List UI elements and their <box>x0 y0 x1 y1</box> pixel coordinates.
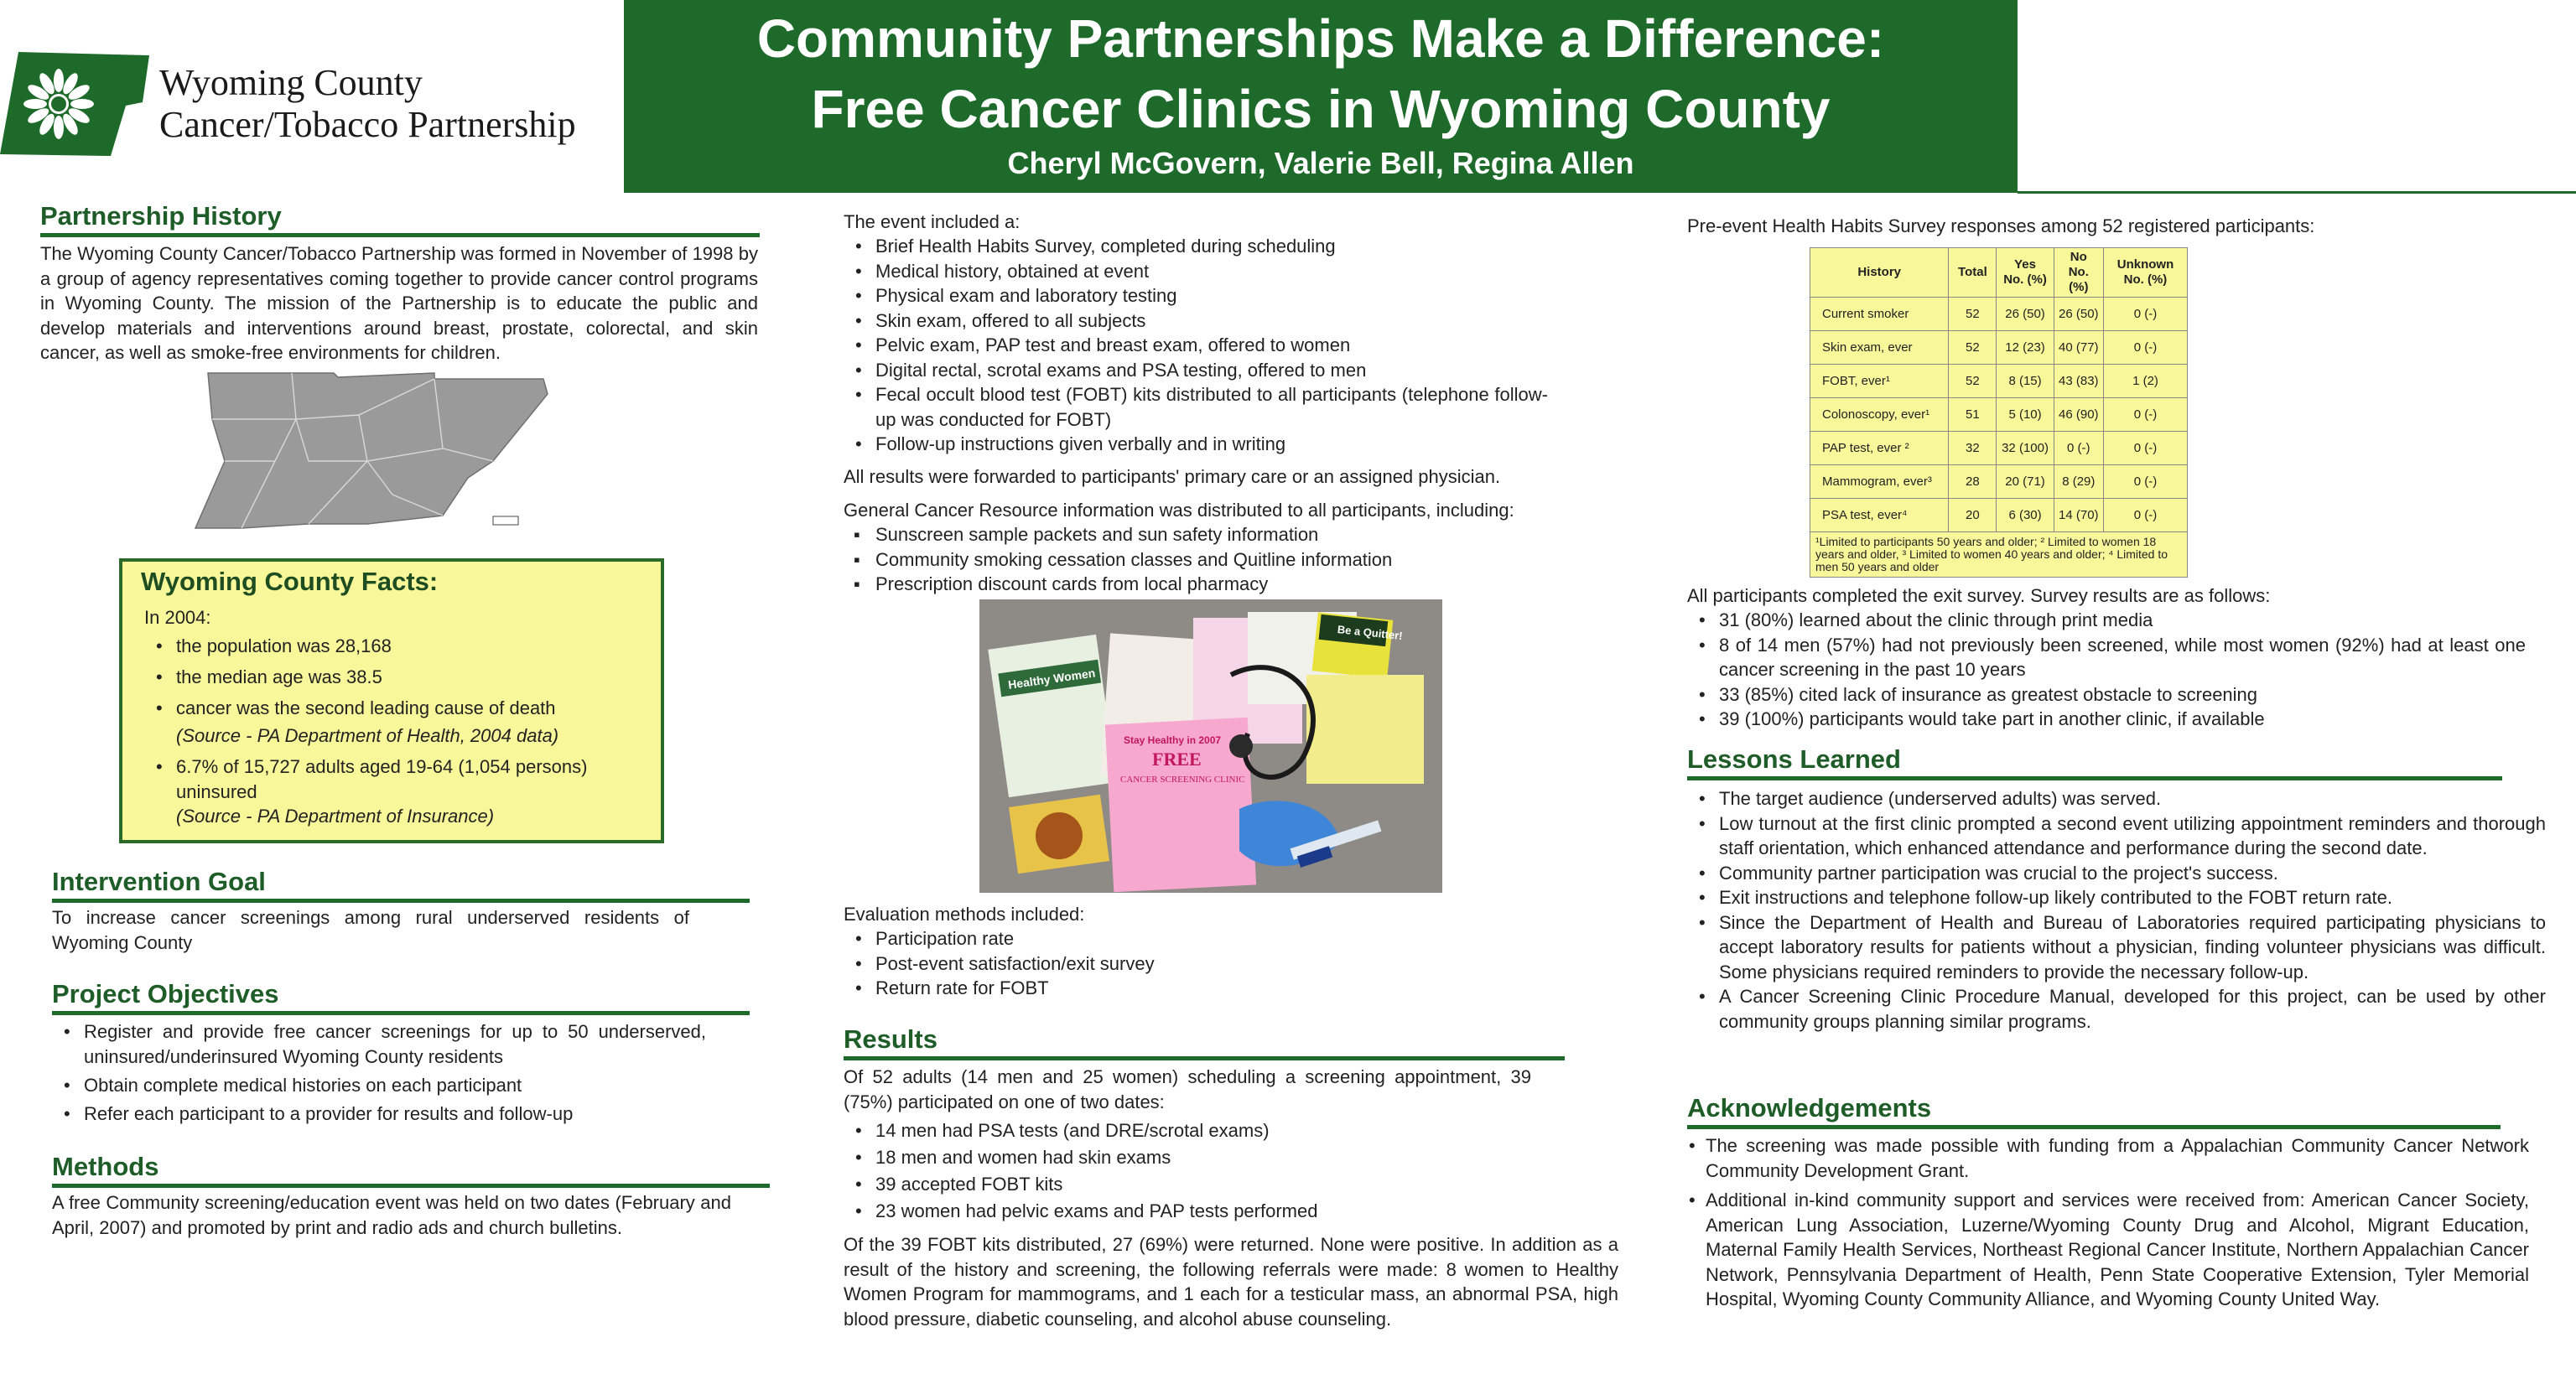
table-cell: 26 (50) <box>1997 298 2054 331</box>
photo-flyer-title: FREE <box>1152 749 1202 770</box>
evaluation-item: • Post-event satisfaction/exit survey <box>844 951 1347 977</box>
table-cell: 20 <box>1949 499 1997 532</box>
lesson-item: • Low turnout at the first clinic prompted a second event utilizing appointment reminders and thorough staff orientation, which enhanced attendance and performance during the second date. <box>1687 811 2546 861</box>
fact-item: • the population was 28,168 <box>144 630 647 661</box>
facts-intro: In 2004: <box>144 607 211 628</box>
lesson-item: • Community partner participation was crucial to the project's success. <box>1687 861 2546 886</box>
table-row <box>1810 499 2188 532</box>
results-heading: Results <box>844 1024 1565 1060</box>
org-line-1: Wyoming County <box>159 62 423 103</box>
exit-survey-list <box>1687 608 2526 732</box>
exit-item: • 31 (80%) learned about the clinic through print media <box>1687 608 2526 633</box>
table-cell: 26 (50) <box>2054 298 2103 331</box>
table-row <box>1810 398 2188 432</box>
photo-flyer-subtitle: Stay Healthy in 2007 <box>1124 734 1222 746</box>
column-header: No No. (%) <box>2054 248 2103 298</box>
facts-source-1: (Source - PA Department of Health, 2004 data) <box>176 724 559 746</box>
exit-item: • 8 of 14 men (57%) had not previously been screened, while most women (92%) had at least one cancer screening in the past 10 years <box>1687 633 2526 682</box>
project-objectives-heading: Project Objectives <box>52 979 750 1015</box>
lesson-item: • A Cancer Screening Clinic Procedure Manual, developed for this project, can be used by other community groups planning similar programs. <box>1687 984 2546 1034</box>
table-cell: 32 (100) <box>1997 432 2054 465</box>
fact-item: • the median age was 38.5 <box>144 661 647 692</box>
objective-item: • Refer each participant to a provider for results and follow-up <box>52 1102 706 1127</box>
lessons-learned-list <box>1687 786 2546 1034</box>
health-habits-table <box>1810 247 2188 578</box>
result-item: • 14 men had PSA tests (and DRE/scrotal exams) <box>844 1117 1548 1144</box>
table-cell: 28 <box>1949 465 1997 499</box>
column-header: Total <box>1949 248 1997 298</box>
column-header: Unknown No. (%) <box>2103 248 2187 298</box>
table-cell: 0 (-) <box>2054 432 2103 465</box>
table-cell: 0 (-) <box>2103 331 2187 365</box>
poster-title-line-2: Free Cancer Clinics in Wyoming County <box>811 79 1831 139</box>
result-item: • 18 men and women had skin exams <box>844 1144 1548 1171</box>
event-item: • Physical exam and laboratory testing <box>844 283 1548 308</box>
event-list <box>844 234 1548 457</box>
acknowledgements-list <box>1677 1133 2529 1312</box>
table-row <box>1810 365 2188 398</box>
table-cell: 12 (23) <box>1997 331 2054 365</box>
column-header: Yes No. (%) <box>1997 248 2054 298</box>
ack-item: • The screening was made possible with funding from a Appalachian Community Cancer Network Community Development Grant. <box>1677 1133 2529 1183</box>
table-cell: Colonoscopy, ever¹ <box>1810 398 1949 432</box>
result-item: • 39 accepted FOBT kits <box>844 1171 1548 1198</box>
table-cell: 0 (-) <box>2103 298 2187 331</box>
results-list <box>844 1117 1548 1225</box>
facts-body <box>144 605 647 829</box>
table-row <box>1810 298 2188 331</box>
objective-item: • Obtain complete medical histories on each participant <box>52 1073 706 1098</box>
table-cell: 43 (83) <box>2054 365 2103 398</box>
table-row <box>1810 432 2188 465</box>
partnership-history-text: The Wyoming County Cancer/Tobacco Partnership was formed in November of 1998 by a group of agency representatives coming together to provide cancer control programs in Wyoming County. The mission of the Partnership is to educate the public and develop materials and interventions around breast, prostate, colorectal, and skin cancer, as well as smoke-free environments for children. <box>40 243 758 363</box>
lesson-item: • Since the Department of Health and Bureau of Laboratories required participating physicians to accept laboratory results for patients without a physician, finding volunteer physicians was difficult. Some physicians required reminders to provide the necessary follow-up. <box>1687 910 2546 985</box>
table-cell: 52 <box>1949 298 1997 331</box>
partnership-logo-icon <box>0 52 151 157</box>
resource-intro: General Cancer Resource information was distributed to all participants, including: <box>844 500 1514 521</box>
wyoming-county-map <box>191 369 553 537</box>
table-cell: 32 <box>1949 432 1997 465</box>
clinic-materials-photo <box>979 599 1442 893</box>
table-cell: Current smoker <box>1810 298 1949 331</box>
table-cell: 0 (-) <box>2103 465 2187 499</box>
table-row <box>1810 331 2188 365</box>
event-item: • Skin exam, offered to all subjects <box>844 308 1548 334</box>
lessons-learned-heading: Lessons Learned <box>1687 744 2502 780</box>
results-text: Of the 39 FOBT kits distributed, 27 (69%) were returned. None were positive. In addition as a result of the history and screening, the following referrals were made: 8 women to Healthy Women Program for mammograms, and 1 each for a testicular mass, an abnormal PSA, high blood pressure, diabetic counseling, and alcohol abuse counseling. <box>844 1234 1618 1330</box>
lesson-item: • The target audience (underserved adults) was served. <box>1687 786 2546 811</box>
table-cell: 0 (-) <box>2103 398 2187 432</box>
facts-heading: Wyoming County Facts: <box>141 567 439 596</box>
org-line-2: Cancer/Tobacco Partnership <box>159 104 576 145</box>
results-forwarded-text: All results were forwarded to participants' primary care or an assigned physician. <box>844 466 1501 487</box>
result-item: • 23 women had pelvic exams and PAP tests performed <box>844 1198 1548 1225</box>
table-footnote: ¹Limited to participants 50 years and older; ² Limited to women 18 years and older, ³ Limited to women 40 years and older; ⁴ Limited to men 50 years and older <box>1810 532 2188 578</box>
objective-item: • Register and provide free cancer screenings for up to 50 underserved, uninsured/underinsured Wyoming County residents <box>52 1019 706 1070</box>
table-cell: 6 (30) <box>1997 499 2054 532</box>
table-cell: Skin exam, ever <box>1810 331 1949 365</box>
methods-text: A free Community screening/education event was held on two dates (February and April, 2007) and promoted by print and radio ads and church bulletins. <box>52 1192 731 1238</box>
table-cell: 1 (2) <box>2103 365 2187 398</box>
event-item: • Medical history, obtained at event <box>844 259 1548 284</box>
resource-item: ▪ Community smoking cessation classes and Quitline information <box>844 547 1598 573</box>
table-cell: 52 <box>1949 331 1997 365</box>
table-cell: 14 (70) <box>2054 499 2103 532</box>
table-cell: FOBT, ever¹ <box>1810 365 1949 398</box>
table-cell: 20 (71) <box>1997 465 2054 499</box>
table-cell: 5 (10) <box>1997 398 2054 432</box>
event-intro: The event included a: <box>844 211 1021 232</box>
event-item: • Fecal occult blood test (FOBT) kits distributed to all participants (telephone follow-up was conducted for FOBT) <box>844 382 1548 432</box>
photo-booklet-label: Healthy Women <box>1007 666 1097 692</box>
acknowledgements-heading: Acknowledgements <box>1687 1093 2501 1129</box>
table-cell: 8 (29) <box>2054 465 2103 499</box>
table-cell: PSA test, ever⁴ <box>1810 499 1949 532</box>
wyoming-county-facts-box <box>119 558 664 843</box>
exit-survey-intro: All participants completed the exit survey. Survey results are as follows: <box>1687 585 2271 606</box>
resource-item: ▪ Prescription discount cards from local pharmacy <box>844 572 1598 597</box>
authors: Cheryl McGovern, Valerie Bell, Regina Allen <box>1007 146 1634 180</box>
fact-item: • 6.7% of 15,727 adults aged 19-64 (1,054 persons) uninsured <box>144 754 647 804</box>
exit-item: • 39 (100%) participants would take part in another clinic, if available <box>1687 707 2526 732</box>
table-cell: 40 (77) <box>2054 331 2103 365</box>
intervention-goal-text: To increase cancer screenings among rural underserved residents of Wyoming County <box>52 907 689 953</box>
photo-flyer-heading: CANCER SCREENING CLINIC <box>1120 775 1245 785</box>
table-header-row <box>1810 248 2188 298</box>
table-footnote-row <box>1810 532 2188 578</box>
table-cell: 52 <box>1949 365 1997 398</box>
header-divider <box>2018 191 2576 194</box>
project-objectives-list <box>52 1019 706 1127</box>
organization-name <box>159 62 576 146</box>
evaluation-intro: Evaluation methods included: <box>844 904 1085 925</box>
title-banner <box>624 0 2018 193</box>
resource-list <box>844 522 1598 597</box>
table-cell: 46 (90) <box>2054 398 2103 432</box>
results-intro: Of 52 adults (14 men and 25 women) scheduling a screening appointment, 39 (75%) participated on one of two dates: <box>844 1066 1531 1112</box>
fact-item: • cancer was the second leading cause of death <box>144 692 647 723</box>
poster-title-line-1: Community Partnerships Make a Difference: <box>756 8 1885 69</box>
partnership-history-heading: Partnership History <box>40 201 760 237</box>
exit-item: • 33 (85%) cited lack of insurance as greatest obstacle to screening <box>1687 682 2526 708</box>
survey-intro: Pre-event Health Habits Survey responses among 52 registered participants: <box>1687 215 2315 236</box>
event-item: • Follow-up instructions given verbally and in writing <box>844 432 1548 457</box>
table-cell: Mammogram, ever³ <box>1810 465 1949 499</box>
evaluation-item: • Return rate for FOBT <box>844 976 1347 1001</box>
event-item: • Pelvic exam, PAP test and breast exam, offered to women <box>844 333 1548 358</box>
photo-card-label: Be a Quitter! <box>1337 623 1404 643</box>
table-cell: 0 (-) <box>2103 499 2187 532</box>
event-item: • Digital rectal, scrotal exams and PSA testing, offered to men <box>844 358 1548 383</box>
table-cell: 8 (15) <box>1997 365 2054 398</box>
column-header: History <box>1810 248 1949 298</box>
facts-source-2: (Source - PA Department of Insurance) <box>176 806 495 827</box>
table-row <box>1810 465 2188 499</box>
ack-item: • Additional in-kind community support and services were received from: American Cancer Society, American Lung Association, Luzerne/Wyoming County Drug and Alcohol, Migrant Education, Maternal Family Health Services, Northeast Regional Cancer Institute, Northern Appalachian Cancer Network, Pennsylvania Department of Health, Penn State Cooperative Extension, Tyler Memorial Hospital, Wyoming County Community Alliance, and Wyoming County United Way. <box>1677 1188 2529 1312</box>
intervention-goal-heading: Intervention Goal <box>52 867 750 903</box>
evaluation-list <box>844 926 1347 1001</box>
logo <box>0 0 621 189</box>
table-cell: 0 (-) <box>2103 432 2187 465</box>
methods-heading: Methods <box>52 1152 770 1188</box>
evaluation-item: • Participation rate <box>844 926 1347 951</box>
lesson-item: • Exit instructions and telephone follow-up likely contributed to the FOBT return rate. <box>1687 885 2546 910</box>
event-item: • Brief Health Habits Survey, completed during scheduling <box>844 234 1548 259</box>
table-cell: PAP test, ever ² <box>1810 432 1949 465</box>
table-cell: 51 <box>1949 398 1997 432</box>
resource-item: ▪ Sunscreen sample packets and sun safety information <box>844 522 1598 547</box>
